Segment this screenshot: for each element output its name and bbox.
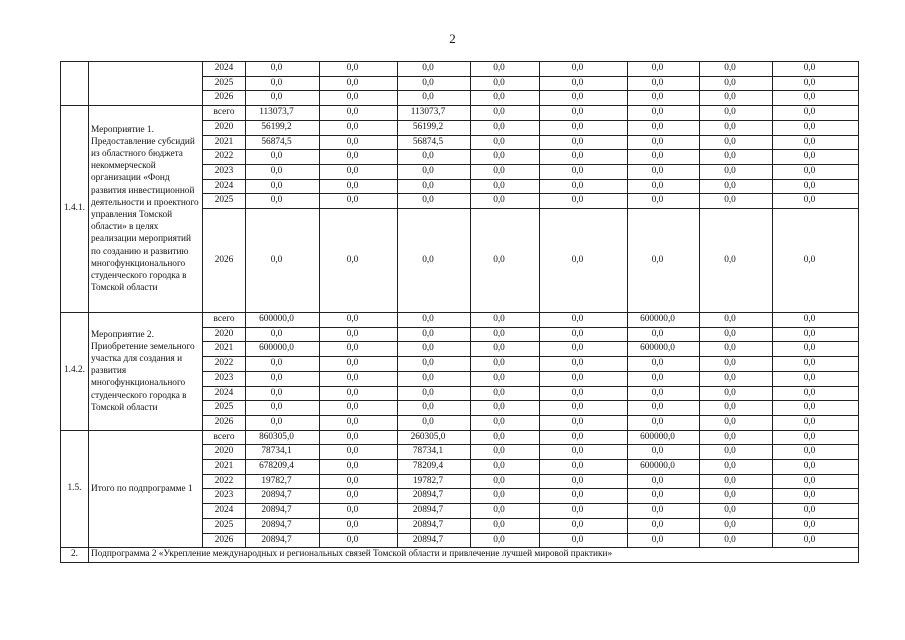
value-cell: 0,0 [628,62,700,77]
value-cell: 0,0 [398,371,471,386]
value-cell: 0,0 [246,371,320,386]
year-cell: 2025 [203,518,246,533]
value-cell: 0,0 [246,401,320,416]
value-cell: 0,0 [773,62,859,77]
row-name-cell: Итого по подпрограмме 1 [89,430,203,548]
value-cell: 0,0 [700,445,773,460]
table-row [61,313,859,328]
value-cell: 0,0 [628,504,700,519]
year-cell: 2023 [203,371,246,386]
value-cell: 0,0 [398,209,471,313]
value-cell: 20894,7 [398,489,471,504]
value-cell: 0,0 [471,120,540,135]
row-number-cell: 1.4.2. [61,313,89,431]
value-cell: 0,0 [628,150,700,165]
value-cell: 0,0 [628,194,700,209]
year-cell: 2024 [203,62,246,77]
value-cell: 0,0 [320,120,398,135]
year-cell: 2025 [203,401,246,416]
value-cell: 0,0 [398,179,471,194]
value-cell: 260305,0 [398,430,471,445]
value-cell: 0,0 [540,357,628,372]
value-cell: 0,0 [773,460,859,475]
value-cell: 0,0 [540,91,628,106]
year-cell: всего [203,106,246,121]
value-cell: 0,0 [700,430,773,445]
year-cell: 2024 [203,386,246,401]
value-cell: 0,0 [471,474,540,489]
value-cell: 0,0 [540,327,628,342]
value-cell: 20894,7 [246,533,320,548]
value-cell: 0,0 [320,62,398,77]
value-cell: 0,0 [628,474,700,489]
year-cell: 2020 [203,327,246,342]
table-row [61,430,859,445]
budget-table [60,61,859,563]
value-cell: 19782,7 [398,474,471,489]
value-cell: 0,0 [700,533,773,548]
value-cell: 0,0 [773,357,859,372]
value-cell: 0,0 [628,91,700,106]
value-cell: 0,0 [471,62,540,77]
year-cell: 2024 [203,179,246,194]
value-cell: 0,0 [700,62,773,77]
value-cell: 0,0 [773,386,859,401]
value-cell: 0,0 [773,474,859,489]
year-cell: 2022 [203,474,246,489]
section-row [61,548,859,563]
value-cell: 0,0 [773,135,859,150]
value-cell: 0,0 [398,194,471,209]
row-number-cell [61,62,89,106]
value-cell: 0,0 [700,357,773,372]
value-cell: 0,0 [320,430,398,445]
value-cell: 19782,7 [246,474,320,489]
value-cell: 0,0 [773,371,859,386]
value-cell: 0,0 [628,120,700,135]
value-cell: 0,0 [246,415,320,430]
value-cell: 0,0 [320,209,398,313]
value-cell: 0,0 [540,504,628,519]
value-cell: 0,0 [700,327,773,342]
value-cell: 0,0 [398,342,471,357]
value-cell: 0,0 [700,135,773,150]
value-cell: 0,0 [320,179,398,194]
value-cell: 0,0 [320,460,398,475]
value-cell: 0,0 [320,504,398,519]
year-cell: 2021 [203,342,246,357]
section-title-cell: Подпрограмма 2 «Укрепление международных и региональных связей Томской области и привлечение лучшей мировой практики» [89,548,859,563]
year-cell: 2025 [203,76,246,91]
value-cell: 0,0 [773,445,859,460]
value-cell: 0,0 [773,489,859,504]
value-cell: 0,0 [700,194,773,209]
value-cell: 0,0 [540,474,628,489]
value-cell: 0,0 [471,164,540,179]
year-cell: всего [203,313,246,328]
value-cell: 20894,7 [398,533,471,548]
value-cell: 0,0 [773,518,859,533]
value-cell: 0,0 [246,164,320,179]
value-cell: 78734,1 [398,445,471,460]
value-cell: 0,0 [246,209,320,313]
value-cell: 0,0 [398,327,471,342]
value-cell: 0,0 [398,357,471,372]
value-cell: 0,0 [700,164,773,179]
value-cell: 56199,2 [398,120,471,135]
value-cell: 0,0 [700,518,773,533]
value-cell: 0,0 [398,150,471,165]
value-cell: 0,0 [540,164,628,179]
value-cell: 0,0 [471,313,540,328]
value-cell: 113073,7 [398,106,471,121]
row-name-cell: Мероприятие 1. Предоставление субсидий из областного бюджета некоммерческой организации «Фонд развития инвестиционной деятельности и проектного управления Томской области» в целях реализации мероприятий по созданию и развитию многофункционального студенческого городка в Томской области [89,106,203,313]
value-cell: 0,0 [773,415,859,430]
value-cell: 0,0 [398,62,471,77]
value-cell: 600000,0 [628,430,700,445]
value-cell: 0,0 [700,179,773,194]
year-cell: 2022 [203,357,246,372]
value-cell: 0,0 [700,386,773,401]
value-cell: 0,0 [540,194,628,209]
value-cell: 0,0 [628,76,700,91]
value-cell: 0,0 [398,415,471,430]
value-cell: 0,0 [320,91,398,106]
table-row [61,106,859,121]
section-number-cell: 2. [61,548,89,563]
value-cell: 0,0 [540,150,628,165]
value-cell: 0,0 [540,342,628,357]
value-cell: 0,0 [471,533,540,548]
value-cell: 0,0 [700,415,773,430]
value-cell: 0,0 [700,401,773,416]
value-cell: 0,0 [320,489,398,504]
value-cell: 0,0 [540,371,628,386]
value-cell: 0,0 [540,313,628,328]
value-cell: 56874,5 [398,135,471,150]
value-cell: 0,0 [540,62,628,77]
value-cell: 0,0 [628,386,700,401]
value-cell: 0,0 [320,401,398,416]
value-cell: 0,0 [398,386,471,401]
value-cell: 0,0 [540,386,628,401]
value-cell: 0,0 [398,164,471,179]
value-cell: 0,0 [773,76,859,91]
value-cell: 0,0 [320,357,398,372]
value-cell: 0,0 [773,150,859,165]
value-cell: 0,0 [773,194,859,209]
value-cell: 0,0 [540,401,628,416]
year-cell: 2026 [203,533,246,548]
value-cell: 0,0 [246,327,320,342]
value-cell: 20894,7 [246,489,320,504]
page-number: 2 [449,31,456,46]
value-cell: 56874,5 [246,135,320,150]
row-name-cell [89,62,203,106]
value-cell: 0,0 [540,533,628,548]
value-cell: 0,0 [471,489,540,504]
value-cell: 113073,7 [246,106,320,121]
value-cell: 0,0 [320,164,398,179]
value-cell: 0,0 [246,194,320,209]
value-cell: 0,0 [700,76,773,91]
value-cell: 0,0 [320,150,398,165]
value-cell: 20894,7 [398,518,471,533]
value-cell: 0,0 [628,533,700,548]
value-cell: 0,0 [540,415,628,430]
value-cell: 0,0 [540,430,628,445]
value-cell: 0,0 [628,415,700,430]
value-cell: 0,0 [320,474,398,489]
year-cell: 2026 [203,91,246,106]
value-cell: 0,0 [246,386,320,401]
value-cell: 0,0 [700,342,773,357]
value-cell: 0,0 [471,179,540,194]
value-cell: 0,0 [320,518,398,533]
value-cell: 0,0 [320,194,398,209]
value-cell: 0,0 [628,518,700,533]
value-cell: 600000,0 [246,313,320,328]
value-cell: 0,0 [320,342,398,357]
value-cell: 0,0 [471,371,540,386]
value-cell: 0,0 [320,106,398,121]
value-cell: 600000,0 [628,342,700,357]
value-cell: 0,0 [246,62,320,77]
year-cell: 2020 [203,120,246,135]
value-cell: 0,0 [628,445,700,460]
value-cell: 0,0 [471,342,540,357]
value-cell: 0,0 [540,489,628,504]
value-cell: 0,0 [471,106,540,121]
year-cell: 2021 [203,135,246,150]
value-cell: 0,0 [773,209,859,313]
value-cell: 0,0 [628,371,700,386]
row-number-cell: 1.4.1. [61,106,89,313]
value-cell: 0,0 [628,327,700,342]
table-row [61,62,859,77]
value-cell: 0,0 [700,474,773,489]
value-cell: 0,0 [540,445,628,460]
year-cell: 2021 [203,460,246,475]
value-cell: 0,0 [700,313,773,328]
value-cell: 0,0 [471,91,540,106]
value-cell: 0,0 [471,209,540,313]
value-cell: 0,0 [700,371,773,386]
value-cell: 0,0 [471,76,540,91]
value-cell: 0,0 [246,91,320,106]
value-cell: 0,0 [540,179,628,194]
value-cell: 0,0 [246,150,320,165]
value-cell: 0,0 [628,209,700,313]
value-cell: 0,0 [773,504,859,519]
value-cell: 20894,7 [246,518,320,533]
value-cell: 0,0 [471,518,540,533]
value-cell: 0,0 [471,401,540,416]
value-cell: 78209,4 [398,460,471,475]
value-cell: 0,0 [628,164,700,179]
value-cell: 0,0 [320,371,398,386]
year-cell: 2023 [203,164,246,179]
year-cell: 2020 [203,445,246,460]
value-cell: 0,0 [773,106,859,121]
value-cell: 0,0 [398,313,471,328]
value-cell: 860305,0 [246,430,320,445]
value-cell: 0,0 [320,327,398,342]
value-cell: 0,0 [700,120,773,135]
value-cell: 600000,0 [628,460,700,475]
value-cell: 0,0 [773,430,859,445]
year-cell: всего [203,430,246,445]
value-cell: 0,0 [700,106,773,121]
value-cell: 56199,2 [246,120,320,135]
value-cell: 0,0 [471,504,540,519]
value-cell: 0,0 [540,209,628,313]
value-cell: 0,0 [320,313,398,328]
value-cell: 0,0 [773,313,859,328]
value-cell: 0,0 [700,150,773,165]
year-cell: 2025 [203,194,246,209]
value-cell: 0,0 [320,445,398,460]
value-cell: 0,0 [246,357,320,372]
value-cell: 0,0 [773,120,859,135]
value-cell: 0,0 [773,342,859,357]
value-cell: 0,0 [540,120,628,135]
value-cell: 0,0 [471,194,540,209]
row-name-cell: Мероприятие 2. Приобретение земельного участка для создания и развития многофункционального студенческого городка в Томской области [89,313,203,431]
value-cell: 20894,7 [246,504,320,519]
table-body [61,62,859,563]
value-cell: 0,0 [471,430,540,445]
value-cell: 678209,4 [246,460,320,475]
value-cell: 0,0 [540,106,628,121]
year-cell: 2023 [203,489,246,504]
value-cell: 0,0 [320,135,398,150]
value-cell: 0,0 [628,401,700,416]
year-cell: 2022 [203,150,246,165]
value-cell: 600000,0 [246,342,320,357]
value-cell: 0,0 [398,76,471,91]
value-cell: 0,0 [471,357,540,372]
year-cell: 2024 [203,504,246,519]
value-cell: 0,0 [320,415,398,430]
value-cell: 0,0 [700,91,773,106]
value-cell: 0,0 [398,401,471,416]
value-cell: 0,0 [471,135,540,150]
value-cell: 0,0 [773,401,859,416]
value-cell: 0,0 [320,533,398,548]
value-cell: 0,0 [540,460,628,475]
value-cell: 0,0 [540,518,628,533]
value-cell: 0,0 [471,150,540,165]
value-cell: 0,0 [320,386,398,401]
value-cell: 0,0 [628,179,700,194]
value-cell: 0,0 [540,135,628,150]
value-cell: 0,0 [471,327,540,342]
value-cell: 0,0 [700,209,773,313]
value-cell: 0,0 [471,386,540,401]
value-cell: 0,0 [398,91,471,106]
value-cell: 0,0 [246,76,320,91]
value-cell: 0,0 [700,489,773,504]
value-cell: 0,0 [540,76,628,91]
value-cell: 0,0 [773,327,859,342]
value-cell: 20894,7 [398,504,471,519]
value-cell: 0,0 [471,460,540,475]
value-cell: 0,0 [700,504,773,519]
value-cell: 0,0 [471,415,540,430]
value-cell: 0,0 [773,533,859,548]
value-cell: 0,0 [628,106,700,121]
value-cell: 0,0 [628,489,700,504]
value-cell: 0,0 [700,460,773,475]
value-cell: 0,0 [628,135,700,150]
value-cell: 0,0 [246,179,320,194]
value-cell: 78734,1 [246,445,320,460]
year-cell: 2026 [203,209,246,313]
value-cell: 0,0 [773,179,859,194]
value-cell: 0,0 [628,357,700,372]
value-cell: 0,0 [320,76,398,91]
value-cell: 0,0 [773,91,859,106]
value-cell: 0,0 [471,445,540,460]
value-cell: 0,0 [773,164,859,179]
value-cell: 600000,0 [628,313,700,328]
year-cell: 2026 [203,415,246,430]
row-number-cell: 1.5. [61,430,89,548]
